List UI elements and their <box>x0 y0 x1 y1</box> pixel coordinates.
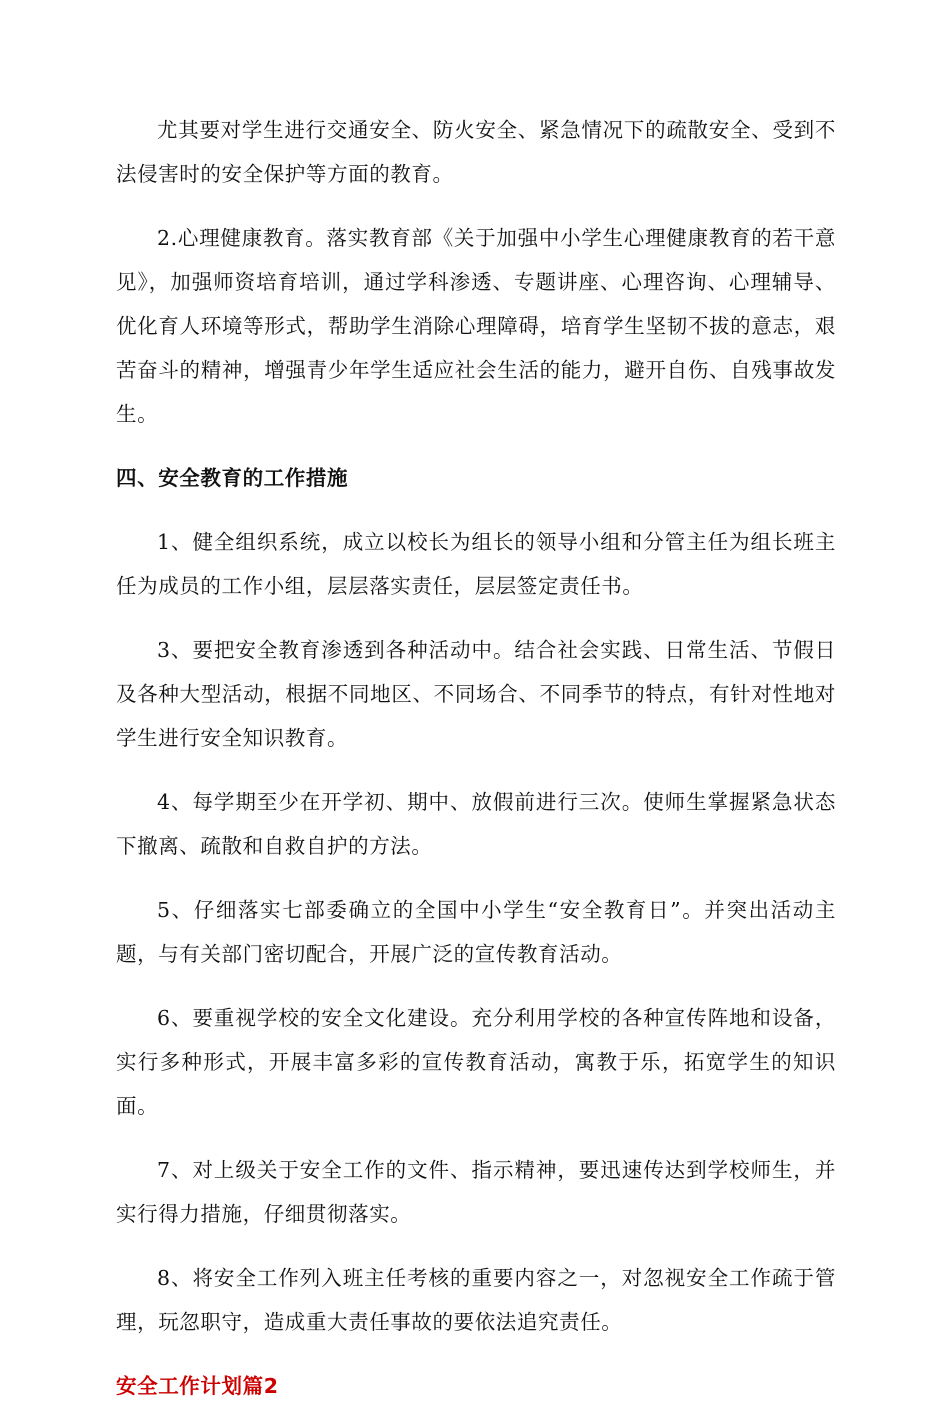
document-body <box>116 108 836 1408</box>
measure-item: 7、对上级关于安全工作的文件、指示精神，要迅速传达到学校师生，并实行得力措施，仔细贯彻落实。 <box>116 1158 836 1226</box>
measure-item: 4、每学期至少在开学初、期中、放假前进行三次。使师生掌握紧急状态下撤离、疏散和自救自护的方法。 <box>116 790 836 858</box>
measure-item: 3、要把安全教育渗透到各种活动中。结合社会实践、日常生活、节假日及各种大型活动，根据不同地区、不同场合、不同季节的特点，有针对性地对学生进行安全知识教育。 <box>116 638 836 750</box>
paragraph-mental-health: 2.心理健康教育。落实教育部《关于加强中小学生心理健康教育的若干意见》，加强师资培育培训，通过学科渗透、专题讲座、心理咨询、心理辅导、优化育人环境等形式，帮助学生消除心理障碍，培育学生坚韧不拔的意志，艰苦奋斗的精神，增强青少年学生适应社会生活的能力，避开自伤、自残事故发生。 <box>116 226 836 426</box>
measure-item: 8、将安全工作列入班主任考核的重要内容之一，对忽视安全工作疏于管理，玩忽职守，造成重大责任事故的要依法追究责任。 <box>116 1266 836 1334</box>
measure-item: 5、仔细落实七部委确立的全国中小学生“安全教育日”。并突出活动主题，与有关部门密切配合，开展广泛的宣传教育活动。 <box>116 898 836 966</box>
section-heading-measures: 四、安全教育的工作措施 <box>116 466 349 490</box>
measure-item: 6、要重视学校的安全文化建设。充分利用学校的各种宣传阵地和设备，实行多种形式，开展丰富多彩的宣传教育活动，寓教于乐，拓宽学生的知识面。 <box>116 1006 836 1118</box>
measure-item: 1、健全组织系统，成立以校长为组长的领导小组和分管主任为组长班主任为成员的工作小组，层层落实责任，层层签定责任书。 <box>116 530 836 598</box>
section-title-plan-2: 安全工作计划篇2 <box>116 1374 279 1398</box>
paragraph-traffic-safety: 尤其要对学生进行交通安全、防火安全、紧急情况下的疏散安全、受到不法侵害时的安全保护等方面的教育。 <box>116 118 836 186</box>
